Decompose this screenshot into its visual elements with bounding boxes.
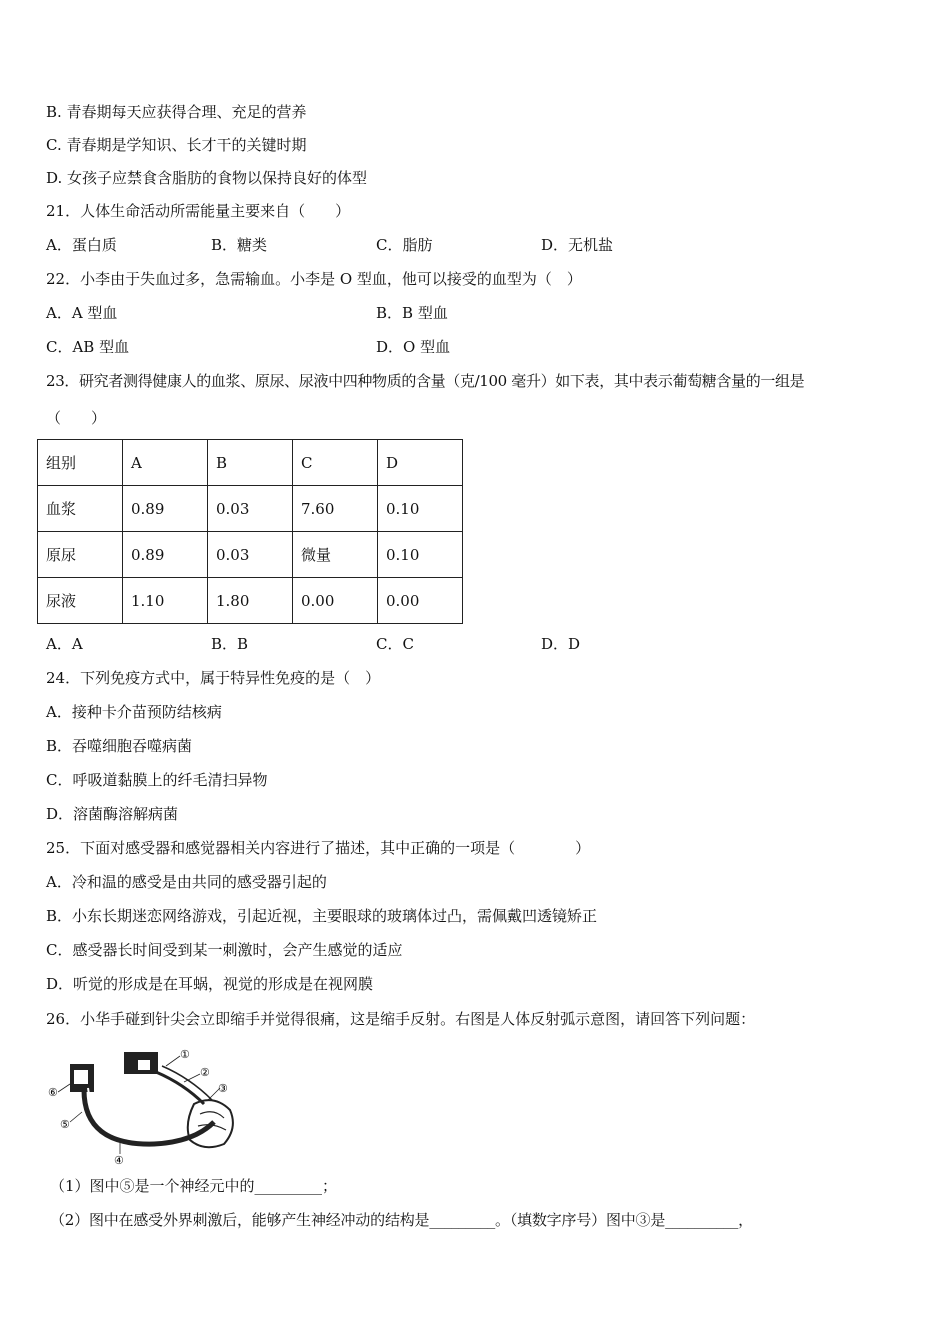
diagram-label-3: ③ bbox=[218, 1082, 228, 1095]
diagram-label-5: ⑤ bbox=[60, 1118, 70, 1131]
reflex-arc-diagram bbox=[44, 1044, 244, 1166]
table-cell: B bbox=[208, 440, 293, 486]
table-cell: 0.89 bbox=[123, 486, 208, 532]
q23-option-d: D．D bbox=[541, 635, 581, 653]
q21-option-b: B．糖类 bbox=[211, 236, 268, 254]
q24-option-c: C．呼吸道黏膜上的纤毛清扫异物 bbox=[46, 771, 268, 789]
q21-option-a: A．蛋白质 bbox=[46, 236, 117, 254]
motor-nerve-path bbox=[88, 1088, 204, 1136]
table-cell: D bbox=[378, 440, 463, 486]
q26-stem: 26．小华手碰到针尖会立即缩手并觉得很痛，这是缩手反射。右图是人体反射弧示意图，请回答下列问题： bbox=[46, 1010, 756, 1028]
table-row bbox=[38, 532, 463, 578]
q22-option-b: B．B 型血 bbox=[376, 304, 448, 322]
q24-option-b: B．吞噬细胞吞噬病菌 bbox=[46, 737, 193, 755]
table-cell: 0.00 bbox=[293, 578, 378, 624]
diagram-label-1: ① bbox=[180, 1048, 190, 1061]
table-cell: 0.10 bbox=[378, 486, 463, 532]
table-cell: 组别 bbox=[38, 440, 123, 486]
q24-stem: 24．下列免疫方式中，属于特异性免疫的是（ ） bbox=[46, 669, 381, 687]
q25-stem: 25．下面对感受器和感觉器相关内容进行了描述，其中正确的一项是（ ） bbox=[46, 839, 591, 857]
q24-option-d: D．溶菌酶溶解病菌 bbox=[46, 805, 179, 823]
table-cell: A bbox=[123, 440, 208, 486]
q22-option-d: D．O 型血 bbox=[376, 338, 451, 356]
diagram-label-2: ② bbox=[200, 1066, 210, 1079]
q21-option-c: C．脂肪 bbox=[376, 236, 433, 254]
table-cell: C bbox=[293, 440, 378, 486]
table-cell: 原尿 bbox=[38, 532, 123, 578]
table-cell: 1.10 bbox=[123, 578, 208, 624]
q24-option-a: A．接种卡介苗预防结核病 bbox=[46, 703, 222, 721]
table-cell: 血浆 bbox=[38, 486, 123, 532]
q25-option-b: B．小东长期迷恋网络游戏，引起近视，主要眼球的玻璃体过凸，需佩戴凹透镜矫正 bbox=[46, 907, 598, 925]
q22-option-a: A．A 型血 bbox=[46, 304, 118, 322]
q25-option-d: D．听觉的形成是在耳蜗，视觉的形成是在视网膜 bbox=[46, 975, 374, 993]
table-cell: 0.00 bbox=[378, 578, 463, 624]
q23-option-c: C．C bbox=[376, 635, 414, 653]
q20-option-b: B. 青春期每天应获得合理、充足的营养 bbox=[46, 103, 307, 121]
q23-stem-tail: （ ） bbox=[46, 409, 107, 427]
table-cell: 0.10 bbox=[378, 532, 463, 578]
q21-stem: 21．人体生命活动所需能量主要来自（ ） bbox=[46, 202, 351, 220]
q25-option-c: C．感受器长时间受到某一刺激时，会产生感觉的适应 bbox=[46, 941, 403, 959]
q23-option-a: A．A bbox=[46, 635, 83, 653]
table-row bbox=[38, 440, 463, 486]
table-cell: 0.03 bbox=[208, 532, 293, 578]
diagram-label-6: ⑥ bbox=[48, 1086, 58, 1099]
table-cell: 1.80 bbox=[208, 578, 293, 624]
q20-option-d: D. 女孩子应禁食含脂肪的食物以保持良好的体型 bbox=[46, 169, 368, 187]
q25-option-a: A．冷和温的感受是由共同的感受器引起的 bbox=[46, 873, 327, 891]
q22-stem: 22．小李由于失血过多，急需输血。小李是 O 型血，他可以接受的血型为（ ） bbox=[46, 270, 582, 288]
table-cell: 尿液 bbox=[38, 578, 123, 624]
table-cell: 0.89 bbox=[123, 532, 208, 578]
table-cell: 0.03 bbox=[208, 486, 293, 532]
q23-option-b: B．B bbox=[211, 635, 249, 653]
q23-stem: 23．研究者测得健康人的血浆、原尿、尿液中四种物质的含量（克/100 毫升）如下表，其中表示葡萄糖含量的一组是 bbox=[46, 372, 805, 390]
table-row bbox=[38, 578, 463, 624]
diagram-label-4: ④ bbox=[114, 1154, 124, 1166]
table-row bbox=[38, 486, 463, 532]
q26-sub-question-1: （1）图中⑤是一个神经元中的_________； bbox=[50, 1177, 338, 1195]
q23-data-table bbox=[37, 439, 463, 624]
q20-option-c: C. 青春期是学知识、长才干的关键时期 bbox=[46, 136, 307, 154]
table-cell: 微量 bbox=[293, 532, 378, 578]
q26-sub-question-2: （2）图中在感受外界刺激后，能够产生神经冲动的结构是_________。（填数字序号）图中③是__________， bbox=[50, 1211, 753, 1229]
q21-option-d: D．无机盐 bbox=[541, 236, 614, 254]
q22-option-c: C．AB 型血 bbox=[46, 338, 130, 356]
table-cell: 7.60 bbox=[293, 486, 378, 532]
